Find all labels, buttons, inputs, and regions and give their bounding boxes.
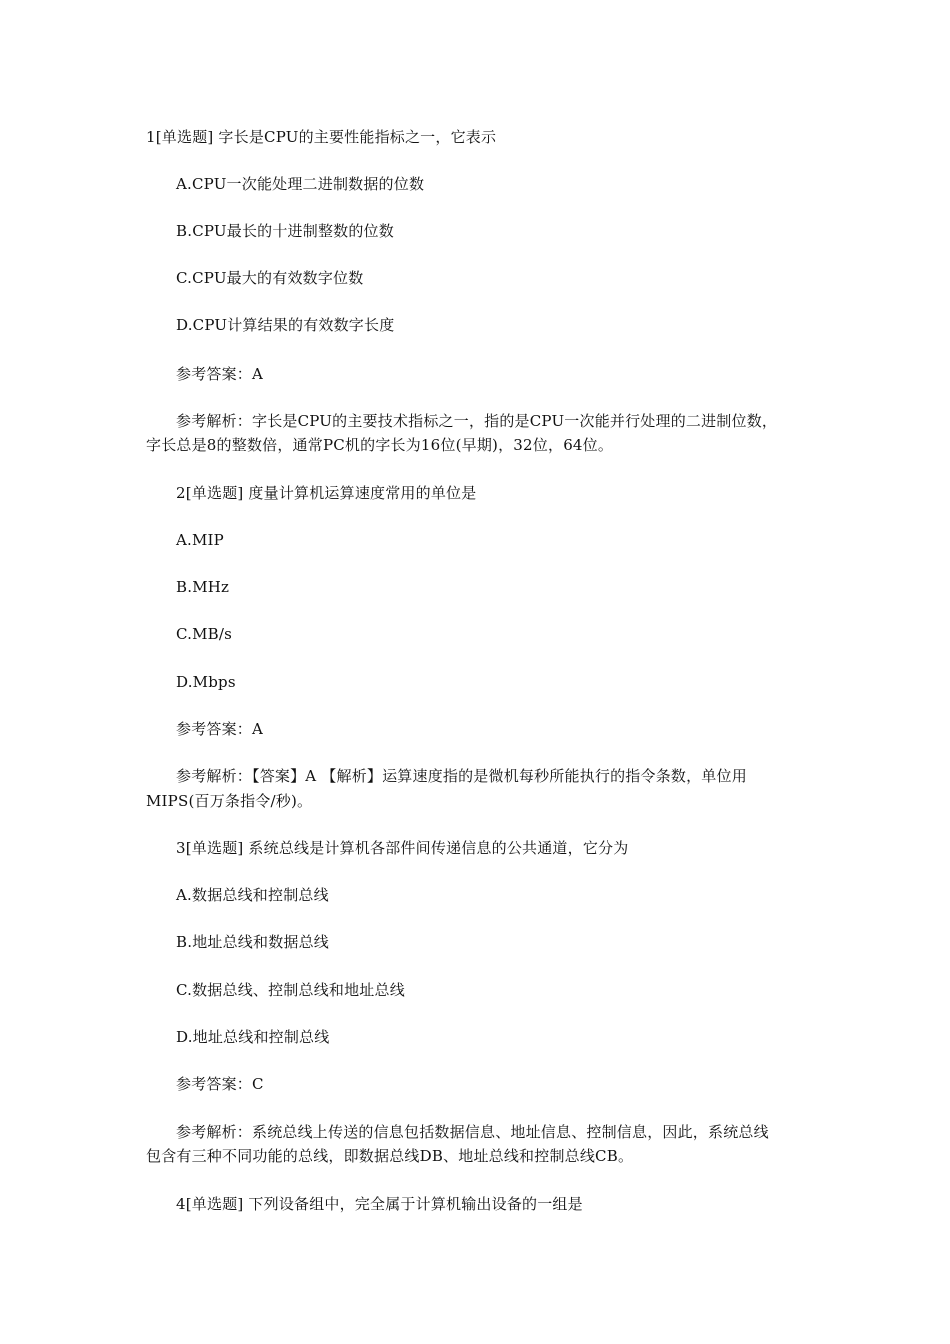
question-4-stem: 4[单选题] 下列设备组中，完全属于计算机输出设备的一组是	[176, 1195, 583, 1213]
question-3-option-a: A.数据总线和控制总线	[176, 886, 329, 904]
question-1-option-b: B.CPU最长的十进制整数的位数	[176, 222, 394, 240]
question-1-option-a: A.CPU一次能处理二进制数据的位数	[176, 175, 425, 193]
question-3-option-b: B.地址总线和数据总线	[176, 933, 329, 951]
question-2-analysis-line-2: MIPS(百万条指令/秒)。	[146, 792, 313, 810]
question-3-option-d: D.地址总线和控制总线	[176, 1028, 330, 1046]
question-2-answer: 参考答案：A	[176, 720, 264, 738]
question-2-option-b: B.MHz	[176, 578, 230, 596]
question-1-analysis-line-1: 参考解析：字长是CPU的主要技术指标之一，指的是CPU一次能并行处理的二进制位数，	[176, 412, 778, 430]
question-1-option-d: D.CPU计算结果的有效数字长度	[176, 316, 395, 334]
question-3-analysis-line-1: 参考解析：系统总线上传送的信息包括数据信息、地址信息、控制信息，因此，系统总线	[176, 1123, 769, 1141]
question-3-stem: 3[单选题] 系统总线是计算机各部件间传递信息的公共通道，它分为	[176, 839, 629, 857]
question-1-stem: 1[单选题] 字长是CPU的主要性能指标之一，它表示	[146, 128, 497, 146]
question-3-answer: 参考答案：C	[176, 1075, 264, 1093]
question-3-option-c: C.数据总线、控制总线和地址总线	[176, 981, 405, 999]
question-1-analysis-line-2: 字长总是8的整数倍，通常PC机的字长为16位(早期)，32位，64位。	[146, 436, 614, 454]
question-1-answer: 参考答案：A	[176, 365, 264, 383]
question-2-option-c: C.MB/s	[176, 625, 233, 643]
question-1-option-c: C.CPU最大的有效数字位数	[176, 269, 364, 287]
question-2-option-a: A.MIP	[176, 531, 224, 549]
question-2-analysis-line-1: 参考解析：【答案】A 【解析】运算速度指的是微机每秒所能执行的指令条数，单位用	[176, 767, 747, 785]
question-3-analysis-line-2: 包含有三种不同功能的总线，即数据总线DB、地址总线和控制总线CB。	[146, 1147, 634, 1165]
question-2-option-d: D.Mbps	[176, 673, 236, 691]
question-2-stem: 2[单选题] 度量计算机运算速度常用的单位是	[176, 484, 477, 502]
